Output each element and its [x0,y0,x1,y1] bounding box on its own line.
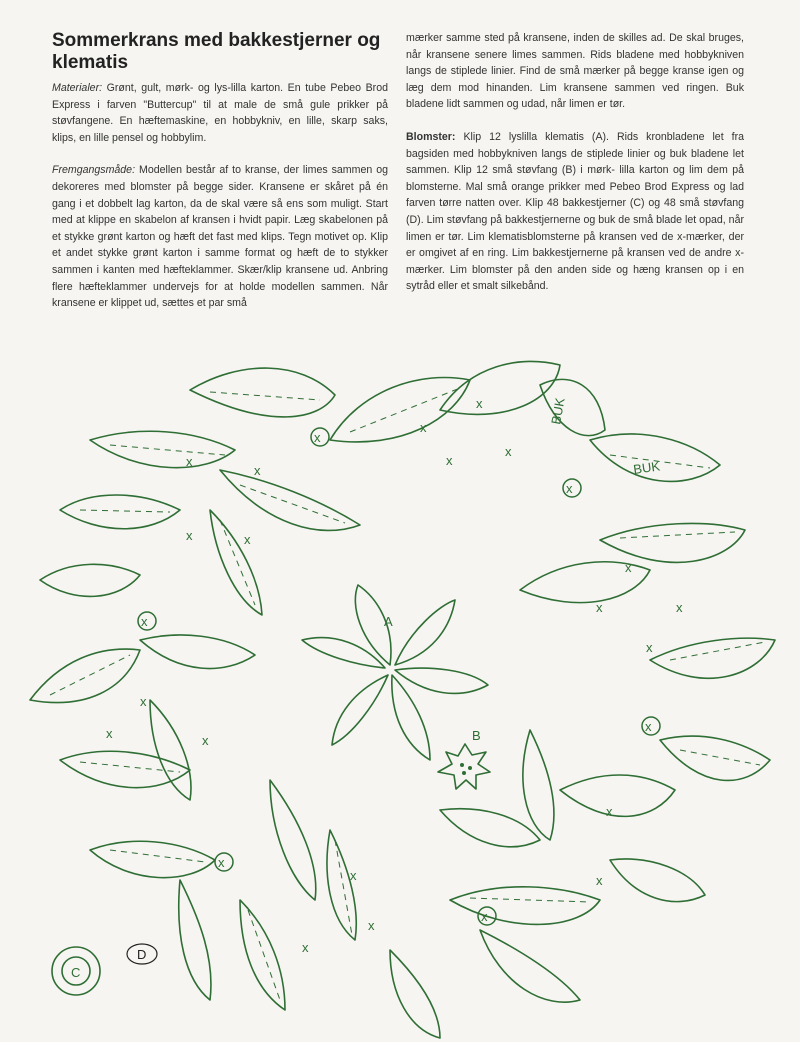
flowers-lead: Blomster: [406,130,456,143]
method-lead: Fremgangsmåde: [52,164,136,177]
x-mark: x [476,396,483,411]
x-mark: x [420,420,427,435]
svg-text:x: x [566,481,573,496]
wreath-leaf [440,361,560,414]
stamen-d [127,944,157,964]
wreath-leaf [650,638,775,678]
wreath-leaf [560,775,675,816]
petal [302,638,385,668]
method-continued-paragraph: mærker samme sted på kransene, inden de skilles ad. De skal bruges, når kransene senere limes sammen. Rids bladene med hobbykniven langs de stiplede linier. Find de små mærker på begge kranse igen og læg dem mod hinanden. Lim kransene sammen ved ringen. Buk bladene lidt sammen og udad, når limen er tør. [406,32,744,111]
wreath-leaf [90,431,235,467]
x-mark: x [106,726,113,741]
x-mark: x [505,444,512,459]
wreath-leaf [330,378,470,442]
wreath-leaf [150,700,191,800]
x-mark: x [676,600,683,615]
stamen-b [438,728,490,789]
stamen-dot [462,771,466,775]
score-line [670,642,765,660]
x-mark: x [254,463,261,478]
materials-lead: Materialer: [52,82,103,94]
svg-text:x: x [218,855,225,870]
x-mark: x [302,940,309,955]
wreath-leaf [270,780,316,900]
stamen-star [438,744,490,789]
x-mark: x [350,868,357,883]
wreath-leaf [523,730,554,840]
star-flower-c [52,947,100,995]
wreath-leaf [240,900,285,1010]
x-mark: x [625,560,632,575]
x-mark: x [646,640,653,655]
petal [332,675,388,745]
x-mark: x [596,873,603,888]
wreath-leaf [450,887,600,925]
score-line [80,510,170,512]
score-line [610,455,710,468]
wreath-leaf [610,859,705,902]
ringed-x-marks [138,428,660,925]
svg-text:x: x [645,719,652,734]
wreath-leaf [590,434,720,481]
score-line [620,532,735,538]
wreath-leaf [210,510,262,615]
method-text: Modellen består af to kranse, der limes sammen og dekoreres med blomster på begge sider. Kransene er skåret på én gang i et dobbelt lag karton, da de skal være så ens som muligt. Start med at klippe en skabelon af kransen i hvidt papir. Læg skabelonen på et stykke grønt karton og hæft det fast med klips. Tegn motivet op. Klip et andet stykke grønt karton i samme format og hæft de to stykker sammen i kanten med hæfteklammer. Skær/klip kransene ud. Anbring flere hæfteklammer undervejs for at holde modellen sammen. Når kransene er klippet ud, sættes et par små [52,164,388,310]
wreath-leaf [600,523,745,562]
wreath-leaf [90,841,215,877]
ringed-x-mark [478,907,496,925]
wreath-leaf [60,751,190,787]
wreath-leaf [327,830,356,940]
wreath-leaf [179,880,211,1000]
score-line [50,655,130,695]
stamen-d-label: D [137,947,147,962]
petal [395,668,488,693]
score-line [470,898,590,902]
x-mark: x [368,918,375,933]
ringed-x-mark [311,428,329,446]
wreath-leaf [40,564,140,596]
ringed-x-mark [563,479,581,497]
score-line [680,750,760,765]
wreath-leaf [660,736,770,780]
x-mark: x [596,600,603,615]
petal [395,600,455,665]
stamen-dot [460,763,464,767]
materials-text: Grønt, gult, mørk- og lys-lilla karton. En tube Pebeo Brod Express i farven "Buttercup" til at male de små gule prikker på støvfangene. En hæftemaskine, en hobbykniv, en lille, skarp saks, klips, en lille pensel og hobbylim. [52,82,388,144]
page-title: Sommerkrans med bakkestjerner og klematis [52,30,381,73]
svg-text:x: x [141,614,148,629]
wreath-leaf [220,470,360,530]
wreath-leaf [440,809,540,847]
star-flower-c-label: C [71,965,81,980]
wreath-leaf [480,930,580,1002]
ringed-x-mark [215,853,233,871]
ringed-x-mark [138,612,156,630]
score-line [110,850,205,862]
score-line [335,840,352,935]
score-line [210,392,320,400]
ringed-x-mark [642,717,660,735]
stamen-b-label: B [472,728,481,743]
flowers-text: Klip 12 lyslilla klematis (A). Rids kronbladene let fra bagsiden med hobbykniven langs de stiplede linier og buk bladene let sammen. Klip 12 små støvfang (B) i mørk- lilla karton og lim dem på blomsterne. Mal små orange prikker med Pebeo Brod Express og lad farven tørre natten over. Klip 48 bakkestjerner (C) og 48 små støvfang (D). Lim støvfang på bakkestjernerne og buk de små blade let opad, når limen er tør. Lim klematisblomsterne på kransen ved de x-mærker, der er omgivet af en ring. Lim bakkestjernerne på kransen ved de andre x-mærker. Lim blomster på den anden side og hæng kransen op i en sytråd eller et smalt silkebånd. [406,130,744,293]
wreath-leaf [30,649,140,702]
x-mark: x [186,528,193,543]
x-mark: x [446,453,453,468]
stamen-dot [468,766,472,770]
fold-label: BUK [548,396,568,426]
x-mark: x [186,454,193,469]
flower-a-label: A [384,614,393,629]
wreath-leaf [140,635,255,669]
clematis-flower-a [302,585,488,760]
x-marks [106,396,683,955]
score-line [110,445,225,455]
fold-label: BUK [632,458,661,477]
wreath-leaf [390,950,440,1038]
x-mark: x [244,532,251,547]
x-mark: x [202,733,209,748]
x-mark: x [606,804,613,819]
svg-text:x: x [314,430,321,445]
x-mark: x [140,694,147,709]
svg-text:x: x [481,909,488,924]
